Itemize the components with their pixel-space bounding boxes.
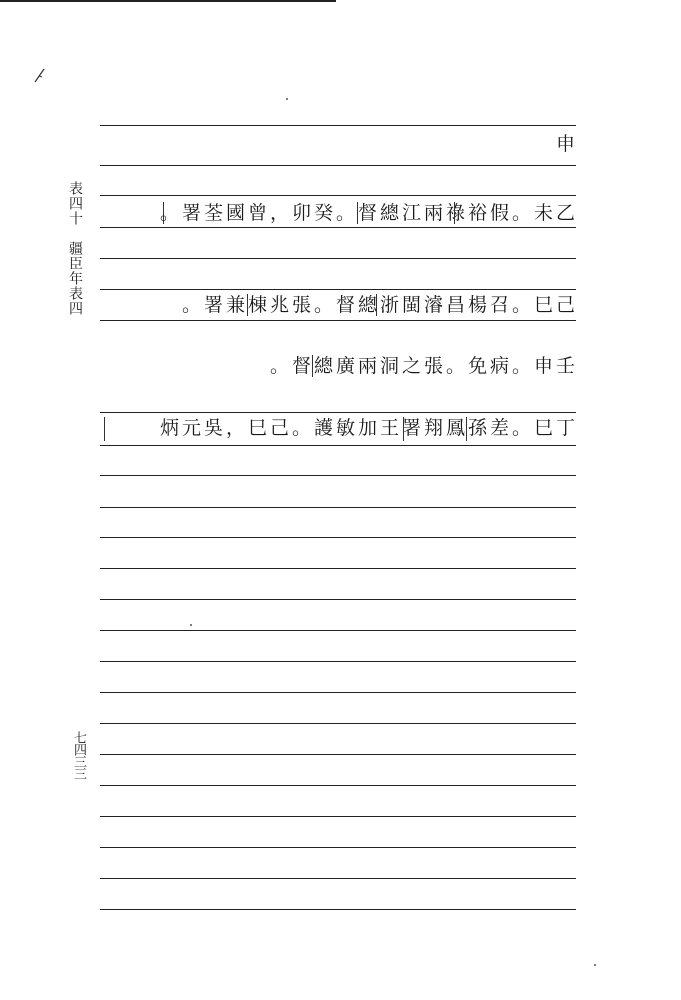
- cell-divider: [104, 417, 105, 441]
- cell-divider: [466, 417, 467, 441]
- table-rule: [100, 909, 576, 910]
- table-rule: [100, 692, 576, 693]
- table-rule: [100, 847, 576, 848]
- table-rule: [100, 227, 576, 228]
- table-rule: [100, 445, 576, 446]
- table-rule: [100, 412, 576, 413]
- scan-speck: [286, 98, 288, 100]
- cell-divider: [403, 417, 404, 441]
- table-rule: [100, 165, 576, 166]
- table-row-text: 申: [555, 133, 578, 155]
- cell-divider: [163, 202, 164, 224]
- table-row-text: 。署荃國曾，卯癸。督總江兩祿裕假。未乙: [159, 202, 578, 224]
- table-rule: [100, 816, 576, 817]
- table-rule: [100, 599, 576, 600]
- cell-divider: [454, 202, 455, 224]
- page-number: 七四三三: [71, 731, 86, 779]
- table-row-text: 。督總廣兩洞之張。免病。申壬: [269, 355, 578, 377]
- cell-divider: [376, 294, 377, 316]
- table-rule: [100, 320, 576, 321]
- table-rule: [100, 568, 576, 569]
- cell-divider: [312, 355, 313, 377]
- table-rule: [100, 507, 576, 508]
- table-rule: [100, 125, 576, 126]
- table-rule: [100, 661, 576, 662]
- table-rule: [100, 289, 576, 290]
- table-rule: [100, 630, 576, 631]
- cell-divider: [247, 294, 248, 316]
- cell-divider: [357, 202, 358, 224]
- table-rule: [100, 878, 576, 879]
- table-rule: [100, 475, 576, 476]
- pencil-mark-icon: [33, 66, 47, 84]
- table-rule: [100, 537, 576, 538]
- scan-speck: [190, 624, 192, 626]
- scan-speck: [594, 964, 596, 966]
- table-rule: [100, 258, 576, 259]
- table-rule: [100, 195, 576, 196]
- table-rule: [100, 785, 576, 786]
- table-rule: [100, 754, 576, 755]
- table-row-text: 。署兼棟兆張。督總浙閩濬昌楊召。巳己: [181, 294, 578, 316]
- side-header: 表四十 疆臣年表四: [67, 181, 83, 316]
- top-edge-rule: [0, 0, 336, 2]
- table-rule: [100, 723, 576, 724]
- table-row-text: 炳元吳，巳己。護敏加王署翔鳳孫差。巳丁: [159, 417, 578, 439]
